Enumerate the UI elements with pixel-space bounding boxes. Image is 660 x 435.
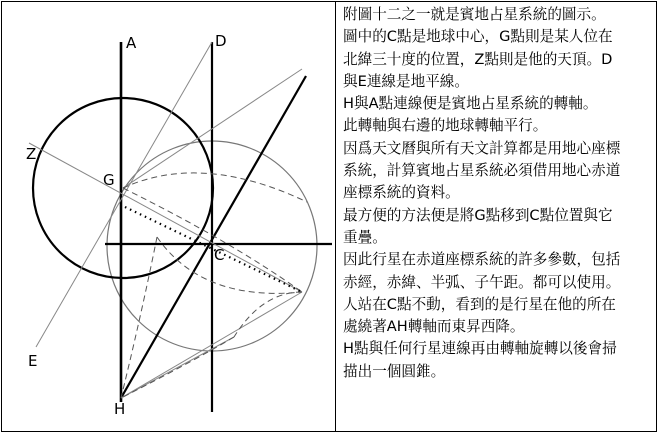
text-line: 最方便的方法便是將G點移到C點位置與它 — [343, 206, 613, 224]
label-c: C — [214, 246, 225, 264]
label-z: Z — [26, 145, 37, 163]
text-line: 此轉軸與右邊的地球轉軸平行。 — [343, 117, 548, 135]
label-d: D — [215, 32, 227, 50]
text-line: 赤經，赤緯、半弧、子午距。都可以使用。 — [343, 273, 621, 291]
text-line: 圖中的C點是地球中心，G點則是某人位在 — [343, 28, 613, 46]
label-h: H — [114, 400, 126, 418]
text-line: H點與任何行星連線再由轉軸旋轉以後會掃 — [343, 340, 617, 358]
explanation-text — [343, 4, 653, 430]
earth-axis-line — [121, 76, 306, 398]
label-g: G — [103, 171, 115, 189]
text-line: 北緯三十度的位置，Z點則是他的天頂。D — [343, 50, 613, 68]
text-line: 人站在C點不動，看到的是行星在他的所在 — [343, 295, 616, 313]
text-line: 重疊。 — [343, 228, 387, 246]
text-line: 處繞著AH轉軸而東昇西降。 — [343, 318, 525, 336]
text-line: 系統，計算賓地占星系統必須借用地心赤道 — [343, 162, 621, 180]
diagram-svg — [2, 2, 335, 431]
text-line: 與E連線是地平線。 — [343, 72, 469, 90]
bendix-diagram — [2, 2, 335, 431]
text-line: 因爲天文曆與所有天文計算都是用地心座標 — [343, 139, 621, 157]
text-line: H與A點連線便是賓地占星系統的轉軸。 — [343, 95, 598, 113]
label-e: E — [28, 352, 38, 370]
text-line: 附圖十二之一就是賓地占星系統的圖示。 — [343, 6, 606, 23]
column-divider — [335, 1, 336, 432]
dashed-line-cone-left — [121, 237, 157, 398]
text-line: 因此行星在赤道座標系統的許多參數，包括 — [343, 251, 621, 269]
dashed-arc-top — [123, 173, 307, 202]
text-line: 座標系統的資料。 — [343, 184, 460, 202]
zenith-line-zc — [29, 143, 302, 292]
text-line: 描出一個圓錐。 — [343, 362, 446, 380]
label-a: A — [126, 34, 137, 52]
